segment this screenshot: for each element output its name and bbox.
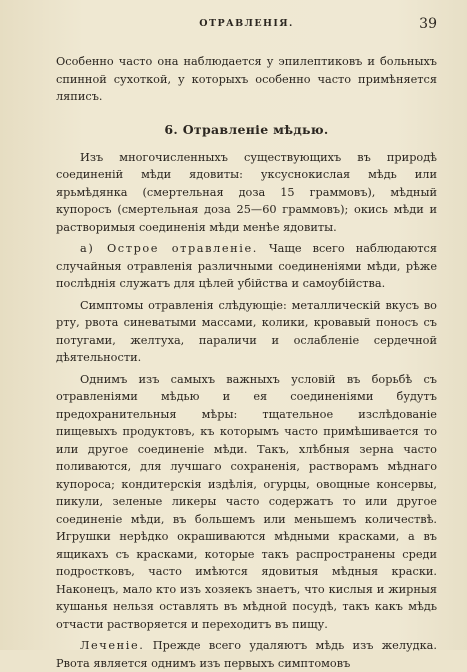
paragraph-copper-compounds [56,149,437,237]
paragraph-lead: а) Острое отравленіе. [80,242,258,255]
paragraph-prevention [56,371,437,634]
page-header [56,10,437,34]
paragraph-text: Изъ многочисленныхъ существующихъ въ природѣ соединеній мѣди ядовиты: уксуснокислая мѣдь или ярьмѣдянка (смертельная доза 15 граммовъ), мѣдный купоросъ (смертельная доза 25—60 граммовъ); окись мѣди и растворимыя соединенія мѣди менѣе ядовиты. [56,150,437,234]
paragraph-text: Симптомы отравленія слѣдующіе: металлическій вкусъ во рту, рвота синеватыми массами, колики, кровавый поносъ съ потугами, желтуха, параличи и ослабленіе сердечной дѣятельности. [56,298,437,364]
paragraph-lead: Леченіе. [80,639,145,652]
paragraph-text: Прежде всего удаляютъ мѣдь изъ желудка. Рвота является однимъ изъ первыхъ симптомовъ [56,639,437,670]
paragraph-symptoms [56,297,437,367]
paragraph-treatment [56,637,437,672]
section-title: 6. Отравленіе мѣдью. [164,121,329,137]
running-head: ОТРАВЛЕНІЯ. [199,18,294,29]
intro-paragraph: Особенно часто она наблюдается у эпилептиковъ и больныхъ спинной сухоткой, у которыхъ особенно часто примѣняется ляписъ. [56,55,437,103]
paragraph-acute-poisoning [56,240,437,293]
page-number: 39 [419,16,437,32]
paragraph-text: Чаще всего наблюдаются случайныя отравленія различными соединеніями мѣди, рѣже послѣднія служатъ для цѣлей убійства и самоубійства. [56,242,437,290]
paragraph-text: Однимъ изъ самыхъ важныхъ условій въ борьбѣ съ отравленіями мѣдью и ея соединеніями будутъ предохранительныя мѣры: тщательное изслѣдованіе пищевыхъ продуктовъ, къ которымъ часто примѣшивается то или другое соединеніе мѣди. Такъ, хлѣбныя зерна часто поливаются, для лучшаго сохраненія, растворамъ мѣднаго купороса; кондитерскія издѣлія, огурцы, овощные консервы, пикули, зеленые ликеры часто содержатъ то или другое соединеніе мѣди, въ большемъ или меньшемъ количествѣ. Игрушки нерѣдко окрашиваются мѣдными красками, а въ ящикахъ съ красками, которые такъ распространены среди подростковъ, часто имѣются ядовитыя мѣдныя краски. Наконецъ, мало кто изъ хозяекъ знаетъ, что кислыя и жирныя кушанья нельзя оставлять въ мѣдной посудѣ, такъ какъ мѣдь отчасти растворяется и переходитъ въ пищу. [56,372,437,631]
